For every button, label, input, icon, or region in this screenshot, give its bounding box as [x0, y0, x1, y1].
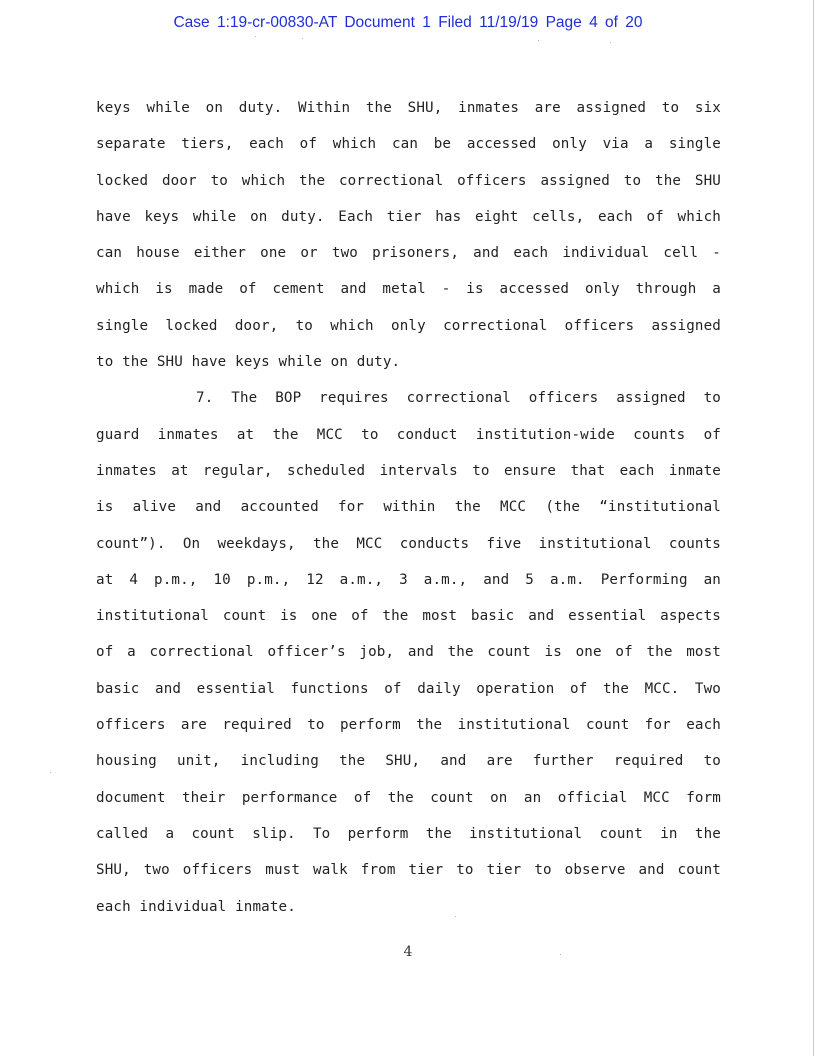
scan-speck [302, 38, 303, 39]
page-number: 4 [403, 944, 413, 960]
scan-speck [610, 42, 611, 43]
page-edge-line [813, 0, 814, 1056]
body-line: to the SHU have keys while on duty. [96, 354, 401, 371]
body-line: keys while on duty. Within the SHU, inmates are assigned to six [96, 100, 721, 116]
body-line: locked door to which the correctional officers assigned to the SHU [96, 172, 721, 189]
body-line: is alive and accounted for within the MCC (the “institutional [96, 499, 721, 516]
body-line: count”). On weekdays, the MCC conducts five institutional counts [96, 535, 721, 552]
body-line: can house either one or two prisoners, and each individual cell - [96, 245, 721, 262]
body-line: which is made of cement and metal - is accessed only through a [96, 281, 721, 298]
body-line: SHU, two officers must walk from tier to tier to observe and count [96, 862, 721, 879]
body-line: single locked door, to which only correctional officers assigned [96, 317, 721, 334]
body-line: guard inmates at the MCC to conduct institution-wide counts of [96, 426, 721, 443]
body-line: document their performance of the count on an official MCC form [96, 789, 721, 806]
scan-speck [455, 916, 456, 917]
body-line: institutional count is one of the most basic and essential aspects [96, 608, 721, 625]
body-line: called a count slip. To perform the institutional count in the [96, 825, 721, 842]
paragraph-7-first-line: 7. The BOP requires correctional officers assigned to [196, 390, 721, 407]
body-line: of a correctional officer’s job, and the count is one of the most [96, 644, 721, 661]
body-line: inmates at regular, scheduled intervals to ensure that each inmate [96, 462, 721, 479]
body-line: at 4 p.m., 10 p.m., 12 a.m., 3 a.m., and 5 a.m. Performing an [96, 571, 721, 588]
body-line: officers are required to perform the institutional count for each [96, 717, 721, 734]
scan-speck [538, 40, 539, 41]
body-line: separate tiers, each of which can be accessed only via a single [96, 136, 721, 153]
scan-speck [560, 954, 561, 955]
case-header: Case 1:19-cr-00830-AT Document 1 Filed 11/19/19 Page 4 of 20 [173, 14, 643, 31]
scan-speck [255, 36, 256, 37]
body-line: each individual inmate. [96, 898, 296, 915]
body-line: basic and essential functions of daily operation of the MCC. Two [96, 680, 721, 697]
scan-speck [50, 772, 51, 773]
body-line: have keys while on duty. Each tier has eight cells, each of which [96, 208, 721, 225]
body-line: housing unit, including the SHU, and are further required to [96, 753, 721, 770]
document-body [96, 90, 721, 925]
